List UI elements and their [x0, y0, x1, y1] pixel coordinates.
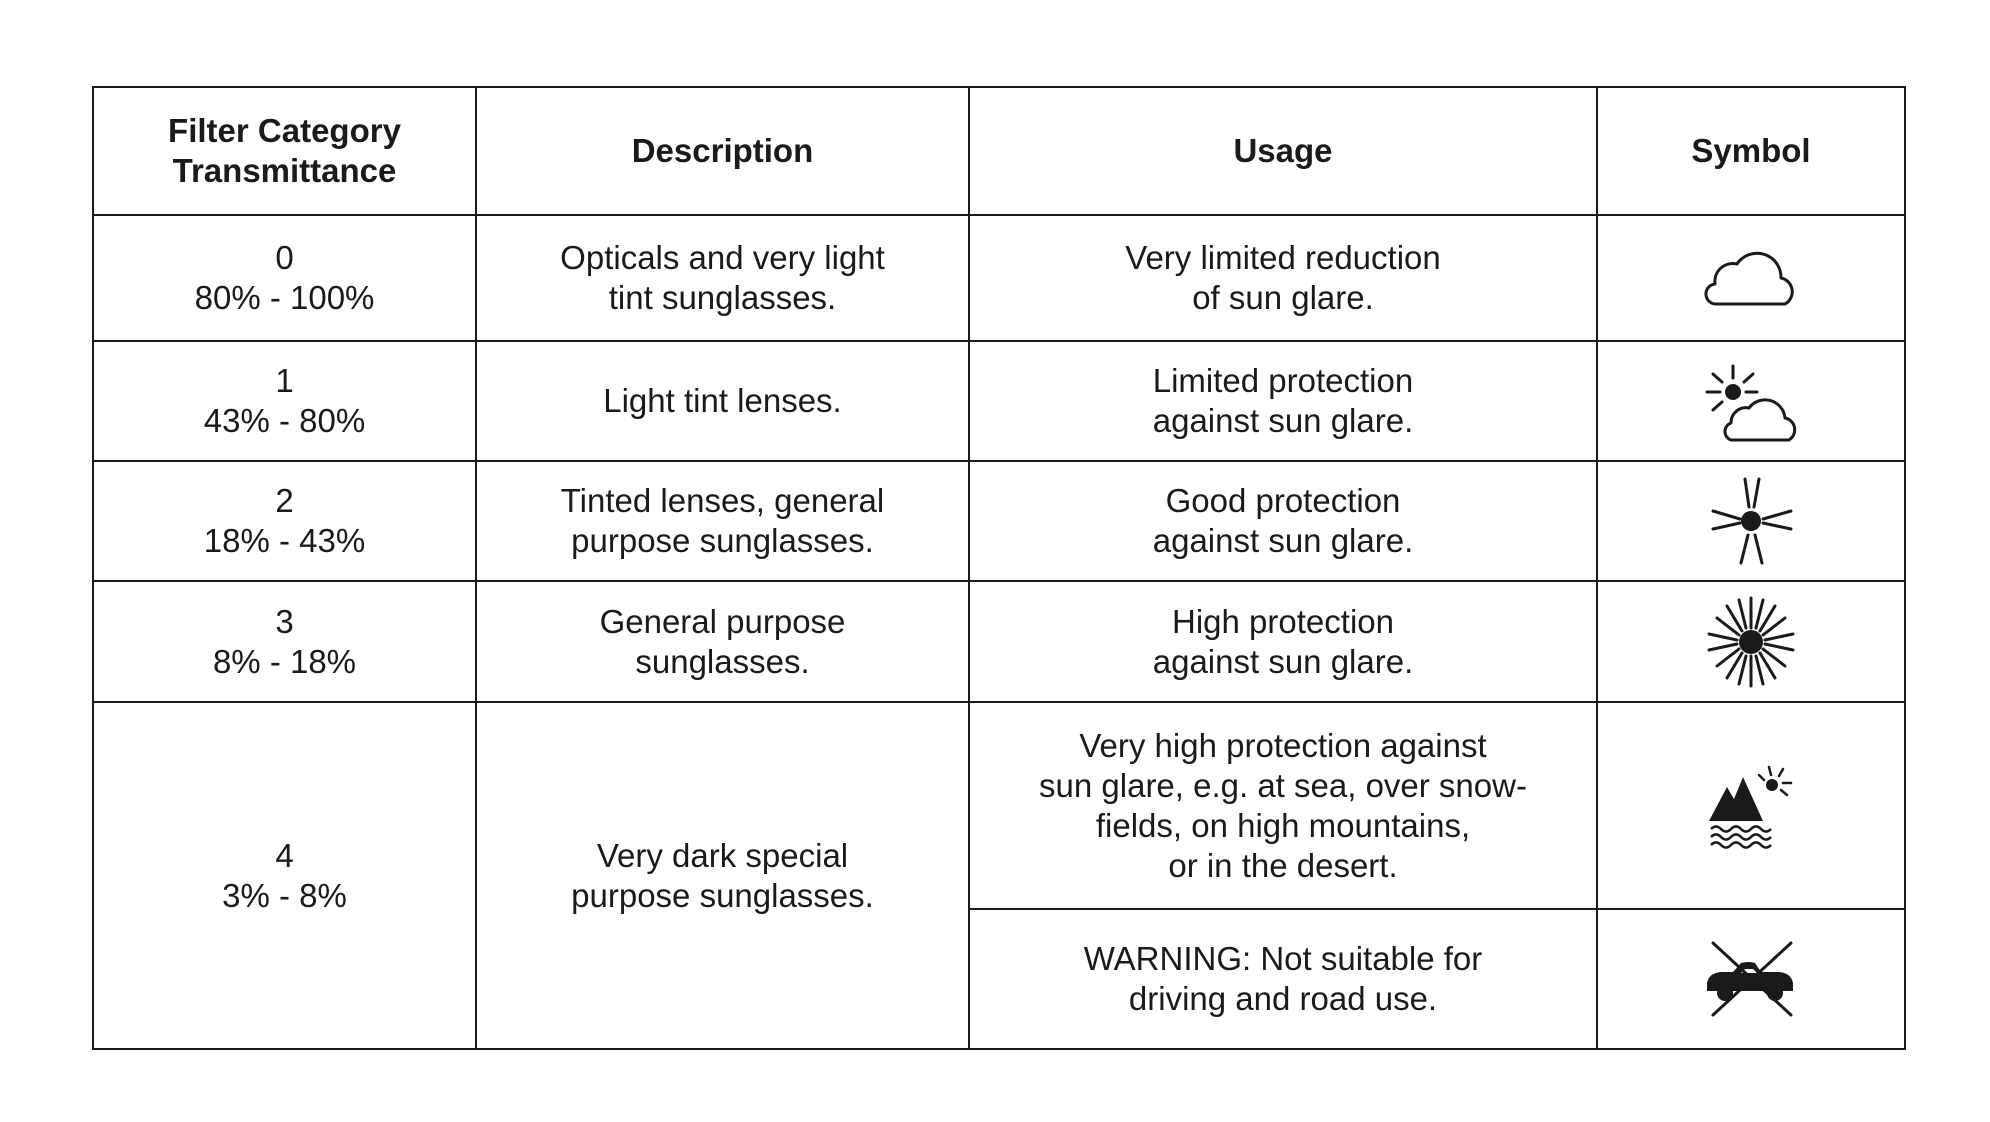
usage-cell: Good protection against sun glare. [969, 461, 1597, 581]
mountain-sea-sun-icon [1701, 761, 1801, 851]
usage-cell: Very high protection against sun glare, e.g. at sea, over snow- fields, on high mountains, or in the desert. [969, 702, 1597, 909]
table-row [93, 341, 1905, 461]
description-cell: Opticals and very light tint sunglasses. [476, 215, 969, 341]
usage-cell: Very limited reduction of sun glare. [969, 215, 1597, 341]
table-row [93, 702, 1905, 909]
category-cell: 3 8% - 18% [93, 581, 476, 702]
sun-behind-cloud-icon [1701, 356, 1801, 446]
table-row [93, 461, 1905, 581]
bright-sun-icon [1701, 594, 1801, 690]
description-cell: General purpose sunglasses. [476, 581, 969, 702]
description-cell: Tinted lenses, general purpose sunglasses. [476, 461, 969, 581]
table-header-row [93, 87, 1905, 215]
cloud-icon [1701, 242, 1801, 314]
table-row [93, 581, 1905, 702]
description-cell: Very dark special purpose sunglasses. [476, 702, 969, 1049]
symbol-cell [1597, 909, 1905, 1049]
usage-cell: High protection against sun glare. [969, 581, 1597, 702]
header-usage: Usage [969, 87, 1597, 215]
header-symbol: Symbol [1597, 87, 1905, 215]
category-cell: 2 18% - 43% [93, 461, 476, 581]
description-cell: Light tint lenses. [476, 341, 969, 461]
symbol-cell [1597, 341, 1905, 461]
symbol-cell [1597, 215, 1905, 341]
header-filter-category: Filter Category Transmittance [93, 87, 476, 215]
category-cell: 0 80% - 100% [93, 215, 476, 341]
warning-cell: WARNING: Not suitable for driving and road use. [969, 909, 1597, 1049]
symbol-cell [1597, 702, 1905, 909]
header-description: Description [476, 87, 969, 215]
table-row [93, 215, 1905, 341]
filter-category-table [92, 86, 1906, 1050]
sun-icon [1701, 473, 1801, 569]
category-cell: 1 43% - 80% [93, 341, 476, 461]
no-driving-icon [1701, 939, 1801, 1019]
symbol-cell [1597, 461, 1905, 581]
symbol-cell [1597, 581, 1905, 702]
category-cell: 4 3% - 8% [93, 702, 476, 1049]
usage-cell: Limited protection against sun glare. [969, 341, 1597, 461]
